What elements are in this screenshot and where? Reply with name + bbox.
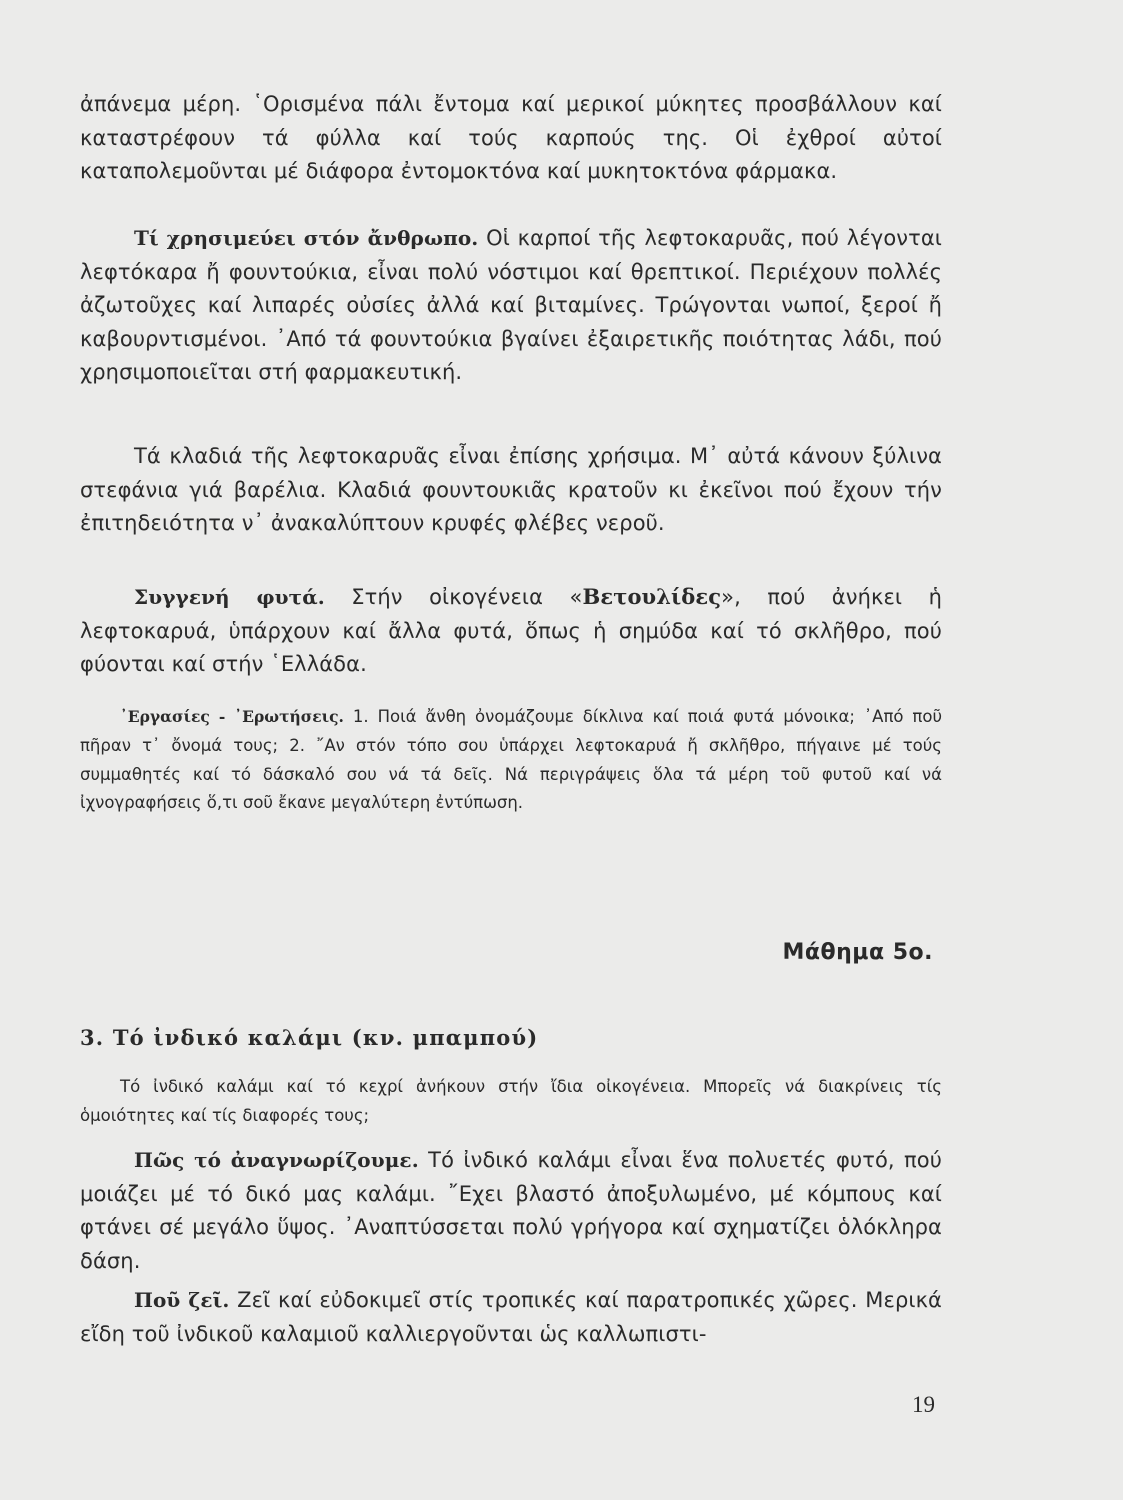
- paragraph-related-plants: [80, 580, 942, 682]
- section-title: 3. Τό ἰνδικό καλάμι (κν. μπαμπού): [80, 1025, 539, 1050]
- exercises-text: 1. Ποιά ἄνθη ὀνομάζουμε δίκλινα καί ποιά φυτά μόνοικα; ᾿Από ποῦ πῆραν τ᾿ ὄνομά τους; 2. ῎Αν στόν τόπο σου ὑπάρχει λεφτοκαρυά ἤ σκλῆθρο, πήγαινε μέ τούς συμμαθητές καί τό δάσκαλό σου νά τά δεῖς. Νά περιγράψεις ὅλα τά μέρη τοῦ φυτοῦ καί νά ἰχνογραφήσεις ὅ,τι σοῦ ἔκανε μεγαλύτερη ἐντύπωση.: [80, 707, 942, 813]
- paragraph-pests: ἀπάνεμα μέρη. ῾Ορισμένα πάλι ἔντομα καί μερικοί μύκητες προσβάλλουν καί καταστρέφουν τά φύλλα καί τούς καρπούς της. Οἱ ἐχθροί αὐτοί καταπολεμοῦνται μέ διάφορα ἐντομοκτόνα καί μυκητοκτόνα φάρμακα.: [80, 92, 942, 184]
- paragraph-related-text-b: », πού ἀνήκει ἡ λεφτοκαρυά, ὑπάρχουν καί ἄλλα φυτά, ὅπως ἡ σημύδα καί τό σκλῆθρο, πού φύονται καί στήν ῾Ελλάδα.: [80, 585, 943, 677]
- paragraph-identify-heading: Πῶς τό ἀναγνωρίζουμε.: [134, 1148, 419, 1172]
- section-intro: Τό ἰνδικό καλάμι καί τό κεχρί ἀνήκουν στήν ἴδια οἰκογένεια. Μπορεῖς νά διακρίνεις τίς ὁμοιότητες καί τίς διαφορές τους;: [80, 1077, 942, 1125]
- page-number: 19: [912, 1392, 935, 1417]
- paragraph-related-text-a: Στήν οἰκογένεια «: [324, 585, 583, 609]
- paragraph-branches: Τά κλαδιά τῆς λεφτοκαρυᾶς εἶναι ἐπίσης χρήσιμα. Μ᾿ αὐτά κάνουν ξύλινα στεφάνια γιά βαρέλια. Κλαδιά φουντουκιᾶς κρατοῦν κι ἐκεῖνοι πού ἔχουν τήν ἐπιτηδειότητα ν᾿ ἀνακαλύπτουν κρυφές φλέβες νεροῦ.: [80, 444, 942, 536]
- paragraph-identify: [80, 1144, 942, 1278]
- paragraph-habitat-text: Ζεῖ καί εὐδοκιμεῖ στίς τροπικές καί παρατροπικές χῶρες. Μερικά εἴδη τοῦ ἰνδικοῦ καλαμιοῦ καλλιεργοῦνται ὡς καλλωπιστι-: [80, 1288, 943, 1346]
- exercises-heading: ᾿Εργασίες - ᾿Ερωτήσεις.: [120, 707, 344, 726]
- paragraph-uses-text: Οἱ καρποί τῆς λεφτοκαρυᾶς, πού λέγονται λεφτόκαρα ἤ φουντούκια, εἶναι πολύ νόστιμοι καί θρεπτικοί. Περιέχουν πολλές ἀζωτοῦχες καί λιπαρές οὐσίες ἀλλά καί βιταμίνες. Τρώγονται νωποί, ξεροί ἤ καβουρντισμένοι. ᾿Από τά φουντούκια βγαίνει ἐξαιρετικῆς ποιότητας λάδι, πού χρησιμοποιεῖται στή φαρμακευτική.: [80, 226, 942, 385]
- paragraph-uses-heading: Τί χρησιμεύει στόν ἄνθρωπο.: [134, 226, 479, 250]
- paragraph-related-heading: Συγγενή φυτά.: [134, 585, 325, 609]
- lesson-label: Μάθημα 5ο.: [782, 940, 933, 965]
- paragraph-uses: [80, 222, 942, 390]
- paragraph-habitat: [80, 1284, 942, 1351]
- exercises-block: [80, 703, 942, 818]
- family-name: Βετουλίδες: [582, 584, 722, 609]
- paragraph-identify-text: Τό ἰνδικό καλάμι εἶναι ἕνα πολυετές φυτό, πού μοιάζει μέ τό δικό μας καλάμι. ῎Εχει βλαστό ἀποξυλωμένο, μέ κόμπους καί φτάνει σέ μεγάλο ὕψος. ᾿Αναπτύσσεται πολύ γρήγορα καί σχηματίζει ὁλόκληρα δάση.: [80, 1148, 943, 1273]
- paragraph-habitat-heading: Ποῦ ζεῖ.: [134, 1288, 230, 1312]
